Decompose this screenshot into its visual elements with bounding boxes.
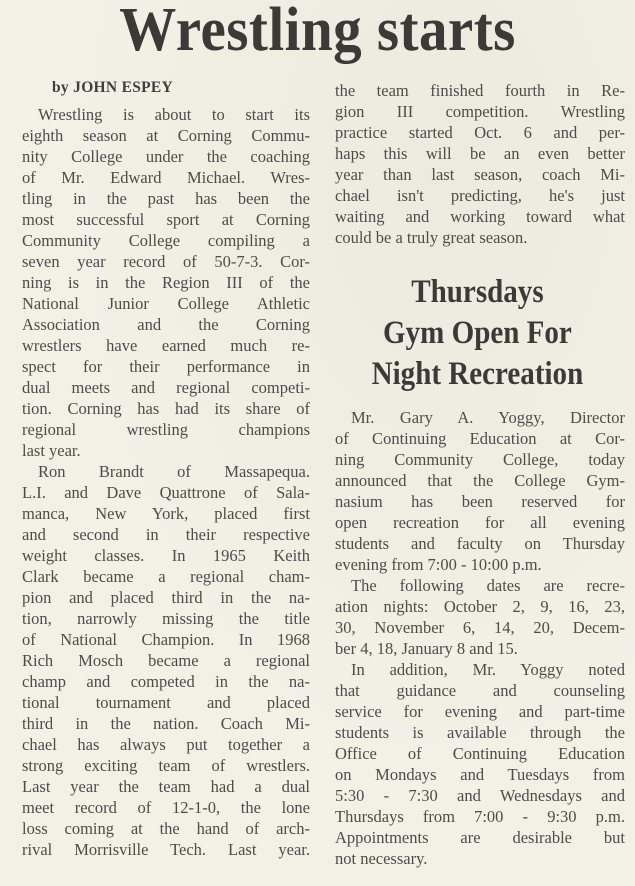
text-line: eighth season at Corning Commu- <box>22 126 310 145</box>
text-line: tional tournament and placed <box>22 693 310 712</box>
article-headline-wrestling: Wrestling starts <box>119 0 516 64</box>
text-line: ation nights: October 2, 9, 16, 23, <box>335 597 625 616</box>
text-line: ning Community College, today <box>335 450 625 469</box>
text-line: waiting and working toward what <box>335 207 625 226</box>
text-line: Association and the Corning <box>22 315 310 334</box>
text-line: nasium has been reserved for <box>335 492 625 511</box>
text-line: In addition, Mr. Yoggy noted <box>351 660 625 679</box>
text-line: seven year record of 50-7-3. Cor- <box>22 252 310 271</box>
text-line: Last year the team had a dual <box>22 777 310 796</box>
text-line: chael has always put together a <box>22 735 310 754</box>
headline-line: Thursdays <box>411 274 544 310</box>
text-line: meet record of 12-1-0, the lone <box>22 798 310 817</box>
text-line: could be a truly great season. <box>335 228 528 247</box>
text-line: Mr. Gary A. Yoggy, Director <box>351 408 625 427</box>
text-line: chael isn't predicting, he's just <box>335 186 625 205</box>
text-line: service for evening and part-time <box>335 702 625 721</box>
text-line: weight classes. In 1965 Keith <box>22 546 310 565</box>
text-line: nity College under the coaching <box>22 147 310 166</box>
text-line: announced that the College Gym- <box>335 471 625 490</box>
text-line: Community College compiling a <box>22 231 310 250</box>
text-line: that guidance and counseling <box>335 681 625 700</box>
text-line: 30, November 6, 14, 20, Decem- <box>335 618 625 637</box>
text-line: of Mr. Edward Michael. Wres- <box>22 168 310 187</box>
text-line: Thursdays from 7:00 - 9:30 p.m. <box>335 807 625 826</box>
wrestling-article-right-column <box>335 80 625 248</box>
text-line: most successful sport at Corning <box>22 210 310 229</box>
text-line: wrestlers have earned much re- <box>22 336 310 355</box>
text-line: dual meets and regional competi- <box>22 378 310 397</box>
text-line: Wrestling is about to start its <box>38 105 310 124</box>
text-line: L.I. and Dave Quattrone of Sala- <box>22 483 310 502</box>
text-line: loss coming at the hand of arch- <box>22 819 310 838</box>
text-line: pion and placed third in the na- <box>22 588 310 607</box>
text-line: tion. Corning has had its share of <box>22 399 310 418</box>
text-line: students and faculty on Thursday <box>335 534 625 553</box>
text-line: Rich Mosch became a regional <box>22 651 310 670</box>
text-line: Office of Continuing Education <box>335 744 625 763</box>
text-line: strong exciting team of wrestlers. <box>22 756 310 775</box>
text-line: ber 4, 18, January 8 and 15. <box>335 639 518 658</box>
text-line: year than last season, coach Mi- <box>335 165 625 184</box>
text-line: last year. <box>22 441 81 460</box>
text-line: third in the nation. Coach Mi- <box>22 714 310 733</box>
text-line: Clark became a regional cham- <box>22 567 310 586</box>
gym-article-body <box>335 407 625 869</box>
text-line: ning is in the Region III of the <box>22 273 310 292</box>
wrestling-article-left-column <box>22 104 310 860</box>
text-line: practice started Oct. 6 and per- <box>335 123 625 142</box>
article-byline: by JOHN ESPEY <box>52 79 174 96</box>
text-line: Ron Brandt of Massapequa. <box>38 462 310 481</box>
text-line: champ and competed in the na- <box>22 672 310 691</box>
text-line: tling in the past has been the <box>22 189 310 208</box>
text-line: manca, New York, placed first <box>22 504 310 523</box>
text-line: rival Morrisville Tech. Last year. <box>22 840 310 859</box>
text-line: haps this will be an even better <box>335 144 625 163</box>
text-line: tion, narrowly missing the title <box>22 609 310 628</box>
text-line: The following dates are recre- <box>351 576 625 595</box>
text-line: of Continuing Education at Cor- <box>335 429 625 448</box>
text-line: of National Champion. In 1968 <box>22 630 310 649</box>
text-line: students is available through the <box>335 723 625 742</box>
text-line: the team finished fourth in Re- <box>335 81 625 100</box>
headline-line: Gym Open For <box>383 315 572 351</box>
text-line: not necessary. <box>335 849 428 868</box>
text-line: evening from 7:00 - 10:00 p.m. <box>335 555 542 574</box>
article-headline-gym-open <box>339 272 616 395</box>
text-line: spect for their performance in <box>22 357 310 376</box>
headline-line: Night Recreation <box>371 356 584 392</box>
text-line: gion III competition. Wrestling <box>335 102 625 121</box>
text-line: National Junior College Athletic <box>22 294 310 313</box>
text-line: and second in their respective <box>22 525 310 544</box>
text-line: regional wrestling champions <box>22 420 310 439</box>
text-line: open recreation for all evening <box>335 513 625 532</box>
text-line: Appointments are desirable but <box>335 828 625 847</box>
text-line: 5:30 - 7:30 and Wednesdays and <box>335 786 625 805</box>
text-line: on Mondays and Tuesdays from <box>335 765 625 784</box>
